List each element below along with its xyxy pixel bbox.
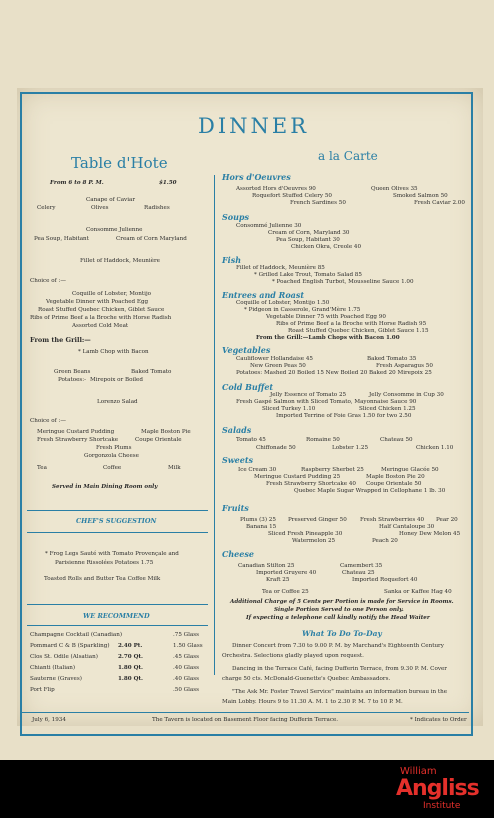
menu-line: Fresh Caviar 2.00 <box>414 200 465 206</box>
chef-line: * Frog Legs Sauté with Tomato Provençale and <box>45 551 179 557</box>
section-hors-doeuvres: Hors d'Oeuvres <box>222 172 291 182</box>
menu-line: Potatoes: Mashed 20 Boiled 15 New Boiled 20 Baked 20 Mirepoix 25 <box>236 370 432 376</box>
menu-line: Romaine 50 <box>306 437 340 443</box>
menu-line: Peach 20 <box>372 538 398 544</box>
menu-line: Honey Dew Melon 45 <box>399 531 461 537</box>
menu-line: Watermelon 25 <box>292 538 336 544</box>
menu-line: Canadian Stilton 25 <box>238 563 295 569</box>
menu-line: Chateau 25 <box>342 570 375 576</box>
menu-line: From the Grill:— <box>30 336 91 344</box>
menu-line: Chiffonade 50 <box>256 445 296 451</box>
menu-line: Mirepoix or Boiled <box>90 377 143 383</box>
menu-line: Fresh Strawberry Shortcake <box>37 437 119 443</box>
table-dhote-hours: From 6 to 8 P. M. <box>50 180 104 186</box>
menu-line: Pea Soup, Habitant <box>34 236 89 242</box>
menu-line: Maple Boston Pie <box>141 429 191 435</box>
wine-name: Pommard C & B (Sparkling) <box>30 643 110 649</box>
wine-name: Clos St. Odile (Alsatian) <box>30 654 98 660</box>
todo-line: charge 50 cts. McDonald-Guenette's Quebec Ambassadors. <box>222 676 391 682</box>
service-note: If expecting a telephone call kindly notify the Head Waiter <box>246 615 430 621</box>
section-sweets: Sweets <box>222 455 254 465</box>
column-divider <box>214 175 215 675</box>
menu-line: New Green Peas 50 <box>250 363 306 369</box>
divider <box>27 510 208 511</box>
wine-size: 1.80 Qt. <box>118 665 143 671</box>
todo-line: Dinner Concert from 7.30 to 9.00 P. M. by Marchand's Eighteenth Century <box>232 643 444 649</box>
menu-line: Lobster 1.25 <box>332 445 368 451</box>
menu-title: DINNER <box>198 114 310 138</box>
menu-line: Ribs of Prime Beef a la Broche with Horse Radish 95 <box>276 321 427 327</box>
menu-line: Tomato 45 <box>236 437 266 443</box>
menu-line: Ribs of Prime Beef a la Broche with Horse Radish <box>30 315 172 321</box>
wine-name: Sauterne (Graves) <box>30 676 82 682</box>
menu-line: Baked Tomato <box>131 369 172 375</box>
menu-line: Coupe Orientale 50 <box>366 481 422 487</box>
menu-line: Smoked Salmon 50 <box>393 193 448 199</box>
todo-line: Dancing in the Terrace Café, facing Dufferin Terrace, from 9.30 P. M. Cover <box>232 666 447 672</box>
menu-line: Meringue Custard Pudding <box>37 429 115 435</box>
menu-line: * Poached English Turbot, Mousseline Sauce 1.00 <box>272 279 414 285</box>
a-la-carte-heading: a la Carte <box>318 149 378 163</box>
menu-line: Camembert 35 <box>340 563 383 569</box>
section-fish: Fish <box>222 255 242 265</box>
menu-line: Queen Olives 35 <box>371 186 418 192</box>
menu-line: Fresh Strawberry Shortcake 40 <box>266 481 356 487</box>
menu-line: Sliced Fresh Pineapple 30 <box>268 531 343 537</box>
menu-line: Meringue Custard Pudding 25 <box>254 474 341 480</box>
menu-line: Banana 15 <box>246 524 277 530</box>
menu-line: Gorgonzola Cheese <box>84 453 139 459</box>
menu-line: Vegetable Dinner 75 with Poached Egg 90 <box>266 314 386 320</box>
menu-line: Sliced Chicken 1.25 <box>359 406 416 412</box>
menu-line: Tea <box>37 465 47 471</box>
menu-line: Ice Cream 30 <box>238 467 277 473</box>
order-note: * Indicates to Order <box>410 717 467 723</box>
todo-line: Main Lobby. Hours 9 to 11.30 A. M. 1 to 2.30 P. M. 7 to 10 P. M. <box>222 699 403 705</box>
menu-line: Choice of :— <box>30 278 66 284</box>
menu-line: Plums (3) 25 <box>240 517 276 523</box>
todo-line: "The Ask Mr. Foster Travel Service" maintains an information bureau in the <box>232 689 448 695</box>
service-note: Additional Charge of 5 Cents per Portion is made for Service in Rooms. <box>230 599 454 605</box>
menu-line: Cream of Corn, Maryland 30 <box>268 230 350 236</box>
menu-line: Coquille of Lobster, Montijo 1.50 <box>236 300 330 306</box>
wine-glass: .75 Glass <box>173 632 200 638</box>
todo-line: Orchestra. Selections gladly played upon request. <box>222 653 364 659</box>
wine-name: Port Flip <box>30 687 55 693</box>
wine-glass: .50 Glass <box>173 687 200 693</box>
menu-line: Fresh Plums <box>96 445 132 451</box>
menu-line: Maple Boston Pie 20 <box>366 474 425 480</box>
wine-size: 2.70 Qt. <box>118 654 143 660</box>
menu-line: Half Cantaloupe 30 <box>379 524 435 530</box>
chef-line: Toasted Rolls and Butter Tea Coffee Milk <box>44 576 161 582</box>
section-cheese: Cheese <box>222 549 254 559</box>
section-cold-buffet: Cold Buffet <box>222 382 274 392</box>
menu-line: Radishes <box>144 205 170 211</box>
menu-line: Raspberry Sherbet 25 <box>301 467 364 473</box>
menu-line: Canape of Caviar <box>86 197 136 203</box>
logo-line-institute: Institute <box>423 801 461 811</box>
menu-line: Imported Roquefort 40 <box>352 577 418 583</box>
menu-line: Kraft 25 <box>266 577 290 583</box>
menu-line: Quebec Maple Sugar Wrapped in Cellophane 1 lb. 30 <box>294 488 446 494</box>
section-fruits: Fruits <box>222 503 249 513</box>
menu-line: Cream of Corn Maryland <box>116 236 187 242</box>
menu-date: July 6, 1934 <box>32 717 66 723</box>
we-recommend-heading: WE RECOMMEND <box>83 612 150 620</box>
service-note: Single Portion Served to one Person only. <box>274 607 404 613</box>
menu-line: * Pidgeon in Casserole, Grand'Mère 1.75 <box>244 307 361 313</box>
menu-line: Coupe Orientale <box>135 437 182 443</box>
menu-line: Pea Soup, Habitant 30 <box>276 237 340 243</box>
menu-line: Fresh Gaspé Salmon with Sliced Tomato, Mayonnaise Sauce 90 <box>236 399 417 405</box>
chef-line: Parisienne Rissolées Potatoes 1.75 <box>55 560 154 566</box>
menu-line: Coquille of Lobster, Montijo <box>72 291 152 297</box>
what-to-do-heading: What To Do To-Day <box>302 629 382 638</box>
logo-line-angliss: Angliss <box>396 776 479 801</box>
menu-line: Roast Stuffed Quebec Chicken, Giblet Sauce <box>38 307 165 313</box>
menu-line: Lorenzo Salad <box>97 399 138 405</box>
divider <box>27 625 208 626</box>
menu-line: * Lamb Chop with Bacon <box>78 349 149 355</box>
menu-line: Fresh Strawberries 40 <box>360 517 425 523</box>
wine-size: 2.40 Pt. <box>118 643 143 649</box>
divider <box>22 712 469 713</box>
logo-line-william: William <box>400 766 437 777</box>
menu-line: Consomme Julienne <box>86 227 143 233</box>
divider <box>27 532 208 533</box>
section-entrees: Entrees and Roast <box>222 290 305 300</box>
wine-size: 1.80 Qt. <box>118 676 143 682</box>
menu-line: Imported Terrine of Foie Gras 1.50 for two 2.50 <box>276 413 412 419</box>
section-soups: Soups <box>222 212 250 222</box>
menu-line: Olives <box>91 205 109 211</box>
menu-line: Green Beans <box>54 369 91 375</box>
menu-line: Consommé Julienne 30 <box>236 223 302 229</box>
menu-line: Cauliflower Hollandaise 45 <box>236 356 313 362</box>
menu-line: Chateau 50 <box>380 437 413 443</box>
section-vegetables: Vegetables <box>222 345 271 355</box>
tavern-note: The Tavern is located on Basement Floor facing Dufferin Terrace. <box>152 717 339 723</box>
menu-line: Baked Tomato 35 <box>367 356 417 362</box>
wine-glass: .45 Glass <box>173 654 200 660</box>
wine-name: Chianti (Italian) <box>30 665 76 671</box>
menu-line: French Sardines 50 <box>290 200 346 206</box>
menu-line: * Grilled Lake Trout, Tomato Salad 85 <box>254 272 362 278</box>
menu-line: Vegetable Dinner with Poached Egg <box>46 299 149 305</box>
menu-line: Jelly Essence of Tomato 25 <box>270 392 347 398</box>
menu-line: From the Grill:—Lamb Chops with Bacon 1.00 <box>256 335 400 341</box>
menu-line: Roquefort Stuffed Celery 50 <box>252 193 332 199</box>
menu-line: Fillet of Haddock, Meunière <box>80 258 160 264</box>
table-dhote-price: $1.50 <box>159 180 177 186</box>
menu-line: Sliced Turkey 1.10 <box>262 406 316 412</box>
menu-line: Meringue Glacée 50 <box>381 467 439 473</box>
menu-line: Jelly Consomme in Cup 30 <box>369 392 444 398</box>
menu-line: Sanka or Kaffee Hag 40 <box>384 589 452 595</box>
chef-suggestion-heading: CHEF'S SUGGESTION <box>76 517 157 525</box>
wine-name: Champagne Cocktail (Canadian) <box>30 632 123 638</box>
menu-line: Celery <box>37 205 56 211</box>
menu-line: Imported Gruyere 40 <box>256 570 317 576</box>
menu-line: Milk <box>168 465 181 471</box>
menu-line: Chicken Okra, Creole 40 <box>291 244 362 250</box>
menu-line: Coffee <box>103 465 122 471</box>
menu-line: Pear 20 <box>436 517 458 523</box>
menu-line: Tea or Coffee 25 <box>262 589 309 595</box>
menu-line: Potatoes:- <box>58 377 87 383</box>
wine-glass: .40 Glass <box>173 665 200 671</box>
menu-line: Choice of :— <box>30 418 66 424</box>
served-note: Served in Main Dining Room only <box>52 484 158 490</box>
section-salads: Salads <box>222 425 252 435</box>
menu-line: Assorted Cold Meat <box>72 323 129 329</box>
menu-line: Assorted Hors d'Oeuvres 90 <box>236 186 316 192</box>
menu-line: Roast Stuffed Quebec Chicken, Giblet Sauce 1.15 <box>288 328 429 334</box>
menu-line: Preserved Ginger 50 <box>288 517 347 523</box>
table-dhote-heading: Table d'Hote <box>71 154 168 172</box>
menu-line: Fresh Asparagus 50 <box>376 363 433 369</box>
menu-line: Chicken 1.10 <box>416 445 454 451</box>
wine-glass: .40 Glass <box>173 676 200 682</box>
wine-glass: 1.50 Glass <box>173 643 203 649</box>
divider <box>27 604 208 605</box>
menu-line: Fillet of Haddock, Meunière 85 <box>236 265 325 271</box>
